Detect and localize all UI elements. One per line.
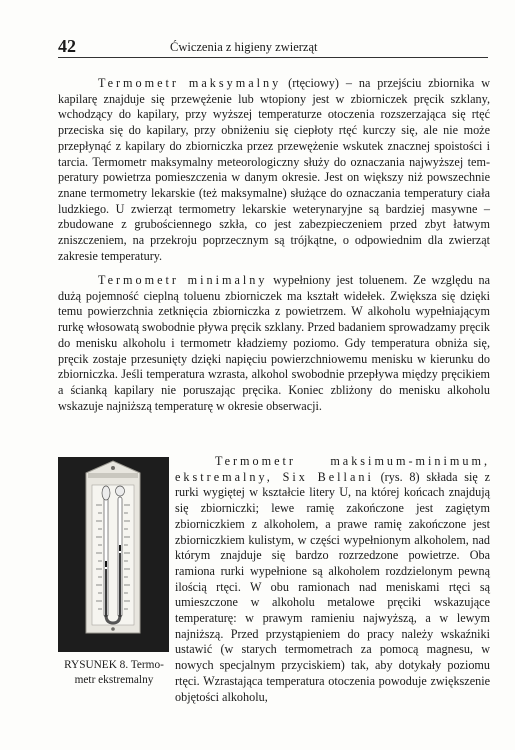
term-six-bellani-thermometer: Termometr maksimum-minimum, ekstremalny, Six Bellani — [175, 454, 490, 484]
running-title: Ćwiczenia z higieny zwierząt — [170, 40, 318, 54]
term-maximum-thermometer: Termometr maksymalny — [98, 76, 282, 90]
paragraph-maximum-thermometer — [58, 76, 490, 264]
paragraph-six-bellani-thermometer — [175, 454, 490, 705]
page-header — [58, 35, 488, 58]
term-minimum-thermometer: Termometr minimalny — [98, 273, 268, 287]
paragraph-text: (rys. 8) składa się z rurki wygiętej w kształcie litery U, na której końcach znajdują się zbiorniczki; lewe ramię zakończone jest zagiętym zbiorniczkiem z alkoholem, a prawe ramię zakończone jest zbiorniczkiem kulistym, w części wypełnionym alkoholem, nad którym znajduje się bardzo rozrzedzone powietrze. Oba ramiona rurki wypełnione są alkoholem rozdzielonym pewną ilością rtęci. W obu ramionach nad meniskami rtęci są umieszczone w alkoholu metalowe pręciki wskazujące temperaturę: w prawym ramieniu najwyższą, a w lewym najniższą. Przed przystąpieniem do pracy należy wskaźniki ustawić (w starych termometrach za pomocą magnesu, w nowych specjalnym przyciskiem) tak, aby dotykały poziomu rtęci. Wzrastająca temperatura otoczenia powoduje zwiększenie objętości alkoholu, — [175, 469, 490, 704]
figure-six-bellani-thermometer — [58, 457, 169, 652]
thermometer-illustration — [58, 457, 169, 652]
paragraph-minimum-thermometer — [58, 273, 490, 414]
paragraph-text: wypełniony jest toluenem. Ze względu na dużą pojemność cieplną toluenu zbiorniczek ma kształt widełek. Zwiększa się dzięki temu powierzchnia zetknięcia zbiorniczka z powietrzem. W alkoholu wypełniającym rurkę włosowatą swobodnie pływa pręcik szklany. Przed badaniem sprowadzamy pręcik do menisku alkoholu i termometr kładziemy poziomo. Gdy temperatura obniża się, pręcik zostaje przesunięty dzięki napięciu powierzchniowemu menisku w kierunku do zbiorniczka. Jeśli temperatura wzrasta, alkohol swobodnie przepływa między pręcikiem a ścianką kapilary nie poruszając pręcika. Koniec zbliżony do menisku alkoholu wskazuje najniższą temperaturę w okresie obserwacji. — [58, 273, 490, 413]
paragraph-text: (rtęciowy) – na przejściu zbiornika w kapilarę znajduje się przewężenie lub wtopiony jest w zbiorniczek pręcik szklany, wchodzący do kapilary, przy wyższej temperaturze otoczenia rozszerzająca się rtęć przeciska się do kapilary, przy obniżeniu się ciepłoty rtęć kurczy się, ale nie może przepłynąć z kapilary do zbiorniczka przez przewężenie wskutek znacznej spoistości i tarcia. Termometr maksymalny meteorologiczny służy do oznaczania najwyższej temperatury powietrza pomieszczenia w danym okresie. Jest on większy niż powszechnie znane termometry lekarskie (też maksymalne) służące do oznaczania temperatury ciała ludzkiego. U zwierząt termometry lekarskie weterynaryjne są bardziej masywne – zbudowane z grubościennego szkła, co jest zabezpieczeniem przed zbyt łatwym zniszczeniem, na przekroju poprzecznym są trójkątne, o odpowiednim dla zwierząt zakresie temperatury. — [58, 76, 490, 263]
figure-caption: RYSUNEK 8. Termometr ekstremalny — [64, 659, 164, 686]
page-number: 42 — [58, 36, 76, 56]
